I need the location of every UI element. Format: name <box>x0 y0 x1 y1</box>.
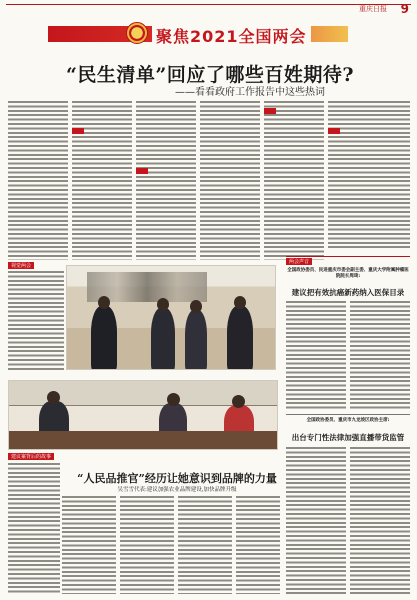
person-head <box>157 298 169 311</box>
body-column-6 <box>328 100 410 250</box>
right-article-1-col-1 <box>286 300 346 410</box>
bottom-article-col-2 <box>120 495 174 594</box>
section-label-visual: 视觉两会 <box>8 262 34 269</box>
section-label-story: 建议案背后的故事 <box>8 453 54 460</box>
person-head <box>167 393 180 406</box>
right-article-2-kicker: 全国政协委员、重庆市九龙坡区政协主席: <box>306 418 390 423</box>
person-figure <box>91 306 117 370</box>
right-article-2-headline: 出台专门性法律加强直播带货监管 <box>291 433 405 442</box>
person-head <box>232 395 245 408</box>
right-section-rule <box>286 256 410 257</box>
national-emblem-icon <box>126 22 148 44</box>
body-column-4 <box>200 100 260 260</box>
person-head <box>234 296 246 309</box>
banner-title: 聚焦2021全国两会 <box>152 24 311 47</box>
right-article-1-headline: 建议把有效抗癌新药纳入医保目录 <box>291 288 405 297</box>
person-head <box>47 391 60 404</box>
right-article-1-col-2 <box>350 300 410 410</box>
section-banner <box>48 22 358 46</box>
panel-discussion-photo <box>8 380 278 450</box>
paper-name: 重庆日报 <box>359 5 387 13</box>
bottom-article-subheadline: 吴雪雪代表:建议加强农业品牌建设,加快品牌升级 <box>117 487 237 493</box>
bottom-article-intro <box>8 462 60 594</box>
keyword-tag-4 <box>328 128 340 134</box>
keyword-tag-2 <box>136 168 148 174</box>
right-article-divider <box>286 414 410 415</box>
body-column-5 <box>264 100 324 260</box>
bottom-article-col-4 <box>236 495 280 594</box>
body-column-1 <box>8 100 68 260</box>
person-figure <box>185 310 207 370</box>
section-label-voices: 两会声音 <box>286 258 312 265</box>
person-head <box>98 296 110 309</box>
person-figure <box>227 306 253 370</box>
header-rule <box>6 4 411 5</box>
main-subheadline: ——看看政府工作报告中这些热词 <box>175 87 325 98</box>
right-article-1-kicker: 全国政协委员、民进重庆市委会副主委、重庆大学附属肿瘤医院院长周琦: <box>287 268 409 279</box>
bottom-article-col-3 <box>178 495 232 594</box>
right-article-2-col-1 <box>286 446 346 594</box>
person-figure <box>151 308 175 370</box>
keyword-tag-1 <box>72 128 84 134</box>
bottom-article-col-1 <box>62 495 116 594</box>
conference-desk <box>9 431 277 449</box>
main-headline: “民生清单”回应了哪些百姓期待? <box>66 64 354 86</box>
page-header <box>0 0 417 44</box>
bottom-article-headline: “人民品推官”经历让她意识到品牌的力量 <box>77 472 277 485</box>
meeting-photo <box>66 265 276 370</box>
body-column-2 <box>72 100 132 260</box>
right-article-2-col-2 <box>350 446 410 594</box>
keyword-tag-3 <box>264 108 276 114</box>
body-column-3 <box>136 100 196 260</box>
page-number: 9 <box>400 2 409 16</box>
photo-caption-text <box>8 270 64 370</box>
person-head <box>190 300 202 313</box>
photo-caption-column <box>8 270 64 370</box>
